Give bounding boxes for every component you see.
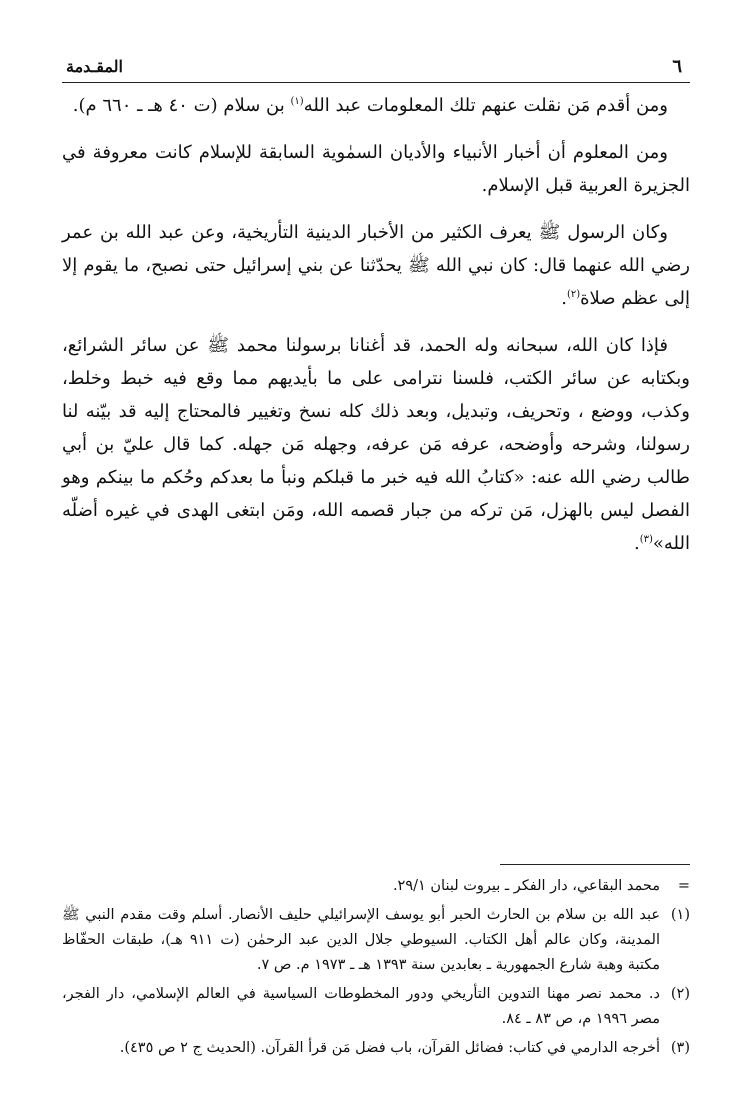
footnote-ref-2: (٢) xyxy=(566,289,581,300)
paragraph-2-text: ومن المعلوم أن أخبار الأنبياء والأديان السمٰوية السابقة للإسلام كانت معروفة في الجزيرة العربية قبل الإسلام. xyxy=(62,142,690,196)
paragraph-3 xyxy=(62,216,690,315)
page-header xyxy=(62,52,690,83)
footnote-mark: = xyxy=(677,878,690,894)
paragraph-3-end: . xyxy=(561,288,567,309)
footnote-text: عبد الله بن سلام بن الحارث الحبر أبو يوسف الإسرائيلي حليف الأنصار. أسلم وقت مقدم النبي ﷺ المدينة، وكان عالم أهل الكتاب. السيوطي جلال الدين عبد الرحمٰن (ت ٩١١ هـ)، طبقات الحفّاظ مكتبة وهبة شارع الجمهورية ـ بعابدين سنة ١٣٩٣ هـ ـ ١٩٧٣ م. ص ٧. xyxy=(62,907,660,973)
book-page xyxy=(62,52,690,1062)
paragraph-4-text: فإذا كان الله، سبحانه وله الحمد، قد أغنانا برسولنا محمد ﷺ عن سائر الشرائع، وبكتابه عن سائر الكتب، فلسنا نترامى على ما بأيديهم مما وقع فيه خبط وخلط، وكذب، ووضع ، وتحريف، وتبديل، وبعد ذلك كله نسخ وتغيير فالمحتاج إليه قد بيّنه لنا رسولنا، وشرحه وأوضحه، عرفه مَن عرفه، وجهله مَن جهله. كما قال عليّ بن أبي طالب رضي الله عنه: «كتابُ الله فيه خبر ما قبلكم ونبأ ما بعدكم وحُكم ما بينكم وهو الفصل ليس بالهزل، مَن تركه من جبار قصمه الله، ومَن ابتغى الهدى في غيره أضلّه الله» xyxy=(62,335,690,554)
page-number: ٦ xyxy=(672,56,682,77)
footnote-mark: (٣) xyxy=(670,1040,690,1056)
footnote-mark: (٢) xyxy=(670,986,690,1002)
paragraph-3-text: وكان الرسول ﷺ يعرف الكثير من الأخبار الدينية التأريخية، وعن عبد الله بن عمر رضي الله عنهما قال: كان نبي الله ﷺ يحدّثنا عن بني إسرائيل حتى نصبح، ما يقوم إلا إلى عظم صلاة xyxy=(62,222,690,309)
running-title: المقـدمة xyxy=(66,57,123,76)
paragraph-4-end: . xyxy=(633,533,640,554)
footnote-mark: (١) xyxy=(670,907,690,923)
paragraph-1-text: ومن أقدم مَن نقلت عنهم تلك المعلومات عبد الله xyxy=(303,95,668,116)
footnote-2 xyxy=(62,982,690,1032)
footnote-text: محمد البقاعي، دار الفكر ـ بيروت لبنان ٢٩/١. xyxy=(392,878,660,894)
footnote-text: د. محمد نصر مهنا التدوين التأريخي ودور المخطوطات السياسية في العالم الإسلامي، دار الفجر، مصر ١٩٩٦ م، ص ٨٣ ـ ٨٤. xyxy=(62,986,660,1027)
paragraph-4 xyxy=(62,329,690,560)
paragraph-1 xyxy=(62,89,690,122)
paragraph-2 xyxy=(62,136,690,202)
footnote-1 xyxy=(62,903,690,978)
footnotes xyxy=(62,874,690,1065)
footnote-3 xyxy=(62,1036,690,1061)
footnote-ref-1: (١) xyxy=(290,96,304,107)
footnote-continued xyxy=(62,874,690,899)
paragraph-1-end: بن سلام (ت ٤٠ هـ ـ ٦٦٠ م). xyxy=(72,95,291,116)
footnote-separator xyxy=(500,864,690,865)
main-text xyxy=(62,89,690,560)
footnote-text: أخرجه الدارمي في كتاب: فضائل القرآن، باب فضل مَن قرأ القرآن. (الحديث ج ٢ ص ٤٣٥). xyxy=(119,1040,660,1056)
footnote-ref-3: (٣) xyxy=(639,534,653,545)
